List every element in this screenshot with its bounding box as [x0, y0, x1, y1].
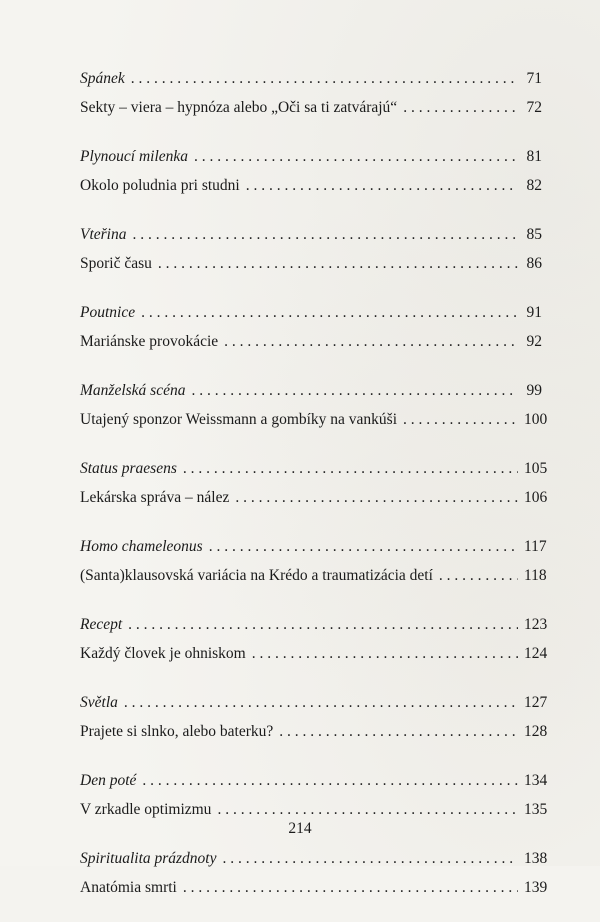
dot-leader	[403, 405, 518, 434]
toc-entry	[80, 717, 548, 746]
toc-group	[80, 844, 548, 902]
toc-entry-page: 135	[524, 801, 548, 818]
dot-leader	[235, 483, 518, 512]
toc-entry	[80, 639, 548, 668]
toc-group	[80, 142, 542, 200]
toc-entry	[80, 561, 547, 590]
toc-entry-page: 134	[524, 772, 548, 789]
toc-entry-page: 105	[524, 460, 548, 477]
dot-leader	[246, 171, 518, 200]
toc-entry-title: Spánek	[80, 70, 125, 87]
toc-entry-title: Vteřina	[80, 226, 127, 243]
toc-entry-title: Poutnice	[80, 304, 136, 321]
toc-entry-page: 118	[524, 567, 547, 584]
toc-entry-title: Světla	[80, 694, 118, 711]
toc-entry-page: 138	[524, 850, 548, 867]
dot-leader	[141, 298, 518, 327]
dot-leader	[131, 64, 518, 93]
toc-entry	[80, 327, 542, 356]
toc-entry-title: Manželská scéna	[80, 382, 186, 399]
toc-group	[80, 532, 547, 590]
dot-leader	[158, 249, 518, 278]
toc-entry	[80, 142, 542, 171]
toc-entry-page: 72	[526, 99, 542, 116]
toc-entry-title: Utajený sponzor Weissmann a gombíky na vankúši	[80, 411, 398, 428]
toc-entry-page: 86	[526, 255, 542, 272]
page-number: 214	[288, 820, 312, 837]
dot-leader	[279, 717, 518, 746]
toc-entry-page: 128	[524, 723, 548, 740]
toc-group	[80, 766, 548, 824]
dot-leader	[128, 610, 518, 639]
dot-leader	[252, 639, 518, 668]
toc-entry-title: V zrkadle optimizmu	[80, 801, 212, 818]
dot-leader	[223, 844, 519, 873]
toc-entry-page: 82	[526, 177, 542, 194]
toc-entry	[80, 64, 542, 93]
toc-entry	[80, 405, 548, 434]
toc-entry-title: Homo chameleonus	[80, 538, 203, 555]
toc-entry-title: Den poté	[80, 772, 137, 789]
toc-entry	[80, 610, 548, 639]
toc-group	[80, 610, 548, 668]
toc-entry-title: Status praesens	[80, 460, 177, 477]
dot-leader	[209, 532, 518, 561]
toc-entry	[80, 298, 542, 327]
table-of-contents	[80, 64, 548, 922]
toc-entry-page: 117	[524, 538, 547, 555]
dot-leader	[183, 873, 518, 902]
toc-entry-title: Sekty – viera – hypnóza alebo „Oči sa ti zatvárajú“	[80, 99, 398, 116]
toc-entry-page: 123	[524, 616, 548, 633]
toc-group	[80, 454, 548, 512]
toc-entry-title: Sporič času	[80, 255, 152, 272]
toc-entry-title: Anatómia smrti	[80, 879, 177, 896]
dot-leader	[142, 766, 518, 795]
toc-entry-title: Okolo poludnia pri studni	[80, 177, 240, 194]
toc-entry-title: (Santa)klausovská variácia na Krédo a traumatizácia detí	[80, 567, 433, 584]
toc-entry-title: Prajete si slnko, alebo baterku?	[80, 723, 274, 740]
toc-entry-page: 85	[526, 226, 542, 243]
toc-entry	[80, 844, 548, 873]
dot-leader	[183, 454, 518, 483]
toc-entry-page: 100	[524, 411, 548, 428]
toc-entry	[80, 249, 542, 278]
toc-entry	[80, 688, 548, 717]
toc-entry-page: 106	[524, 489, 548, 506]
toc-entry	[80, 93, 542, 122]
dot-leader	[191, 376, 518, 405]
toc-group	[80, 220, 542, 278]
toc-entry	[80, 483, 548, 512]
toc-entry-page: 71	[526, 70, 542, 87]
toc-entry	[80, 220, 542, 249]
dot-leader	[124, 688, 518, 717]
toc-entry-page: 81	[526, 148, 542, 165]
toc-entry-title: Lekárska správa – nález	[80, 489, 230, 506]
toc-entry-title: Mariánske provokácie	[80, 333, 219, 350]
toc-entry-page: 139	[524, 879, 548, 896]
toc-group	[80, 376, 548, 434]
toc-entry-page: 124	[524, 645, 548, 662]
toc-entry-page: 92	[526, 333, 542, 350]
toc-entry	[80, 376, 542, 405]
toc-entry-title: Spiritualita prázdnoty	[80, 850, 217, 867]
toc-group	[80, 64, 542, 122]
toc-entry	[80, 454, 548, 483]
dot-leader	[403, 93, 518, 122]
toc-entry-page: 99	[526, 382, 542, 399]
toc-group	[80, 298, 542, 356]
toc-group	[80, 688, 548, 746]
toc-entry-title: Každý človek je ohniskom	[80, 645, 246, 662]
toc-entry-title: Plynoucí milenka	[80, 148, 189, 165]
toc-entry-title: Recept	[80, 616, 123, 633]
toc-entry	[80, 532, 547, 561]
toc-entry	[80, 766, 548, 795]
dot-leader	[133, 220, 519, 249]
toc-entry	[80, 873, 548, 902]
toc-entry-page: 91	[526, 304, 542, 321]
toc-entry-page: 127	[524, 694, 548, 711]
dot-leader	[194, 142, 518, 171]
dot-leader	[439, 561, 518, 590]
dot-leader	[224, 327, 518, 356]
toc-entry	[80, 171, 542, 200]
